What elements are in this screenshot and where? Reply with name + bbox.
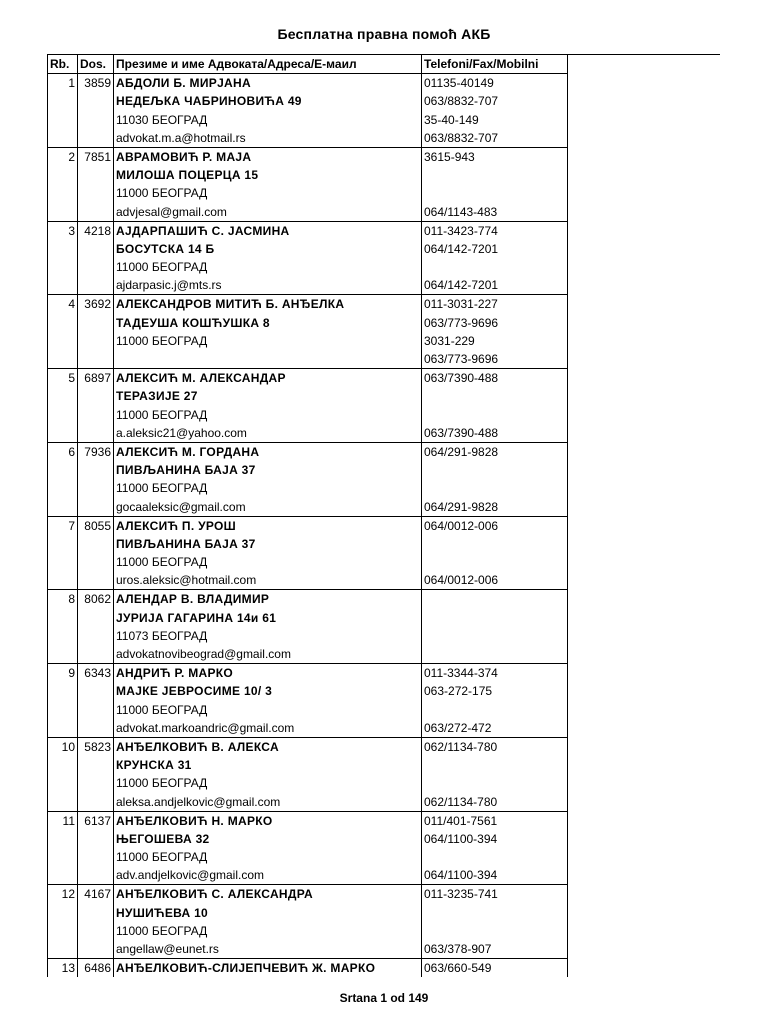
entry-dos	[78, 92, 114, 110]
entry-phone: 063/773-9696	[422, 314, 568, 332]
entry-rb	[48, 387, 78, 405]
entry-rb: 7	[48, 516, 78, 535]
entry-phone: 011-3235-741	[422, 885, 568, 904]
entry-phone: 3031-229	[422, 332, 568, 350]
entry-rb	[48, 498, 78, 517]
entry-dos	[78, 774, 114, 792]
entry-street: ЊЕГОШЕВА 32	[114, 830, 422, 848]
entry-city: 11000 БЕОГРАД	[114, 701, 422, 719]
entry-dos: 3692	[78, 295, 114, 314]
entry-dos	[78, 406, 114, 424]
entry-dos: 8062	[78, 590, 114, 609]
table-row	[48, 793, 568, 812]
entry-rb: 8	[48, 590, 78, 609]
entry-email: advokat.markoandric@gmail.com	[114, 719, 422, 738]
table-row	[48, 332, 568, 350]
entry-city: 11000 БЕОГРАД	[114, 184, 422, 202]
entry-rb	[48, 350, 78, 369]
entry-rb	[48, 240, 78, 258]
table-row	[48, 701, 568, 719]
entry-city: 11000 БЕОГРАД	[114, 553, 422, 571]
entry-street: ЈУРИЈА ГАГАРИНА 14и 61	[114, 609, 422, 627]
entry-rb: 5	[48, 369, 78, 388]
entry-phone: 063/8832-707	[422, 129, 568, 148]
entry-rb	[48, 848, 78, 866]
entry-rb	[48, 129, 78, 148]
table-row	[48, 184, 568, 202]
entry-dos	[78, 314, 114, 332]
entry-dos	[78, 904, 114, 922]
table-row	[48, 516, 568, 535]
entry-rb	[48, 756, 78, 774]
entry-name: АЛЕКСАНДРОВ МИТИЋ Б. АНЂЕЛКА	[114, 295, 422, 314]
entry-city: 11000 БЕОГРАД	[114, 774, 422, 792]
entry-rb: 9	[48, 664, 78, 683]
entry-phone	[422, 756, 568, 774]
entry-email: a.aleksic21@yahoo.com	[114, 424, 422, 443]
entry-rb	[48, 332, 78, 350]
entry-dos	[78, 940, 114, 959]
entry-phone: 063/773-9696	[422, 350, 568, 369]
entry-dos	[78, 609, 114, 627]
table-row	[48, 221, 568, 240]
table-row	[48, 774, 568, 792]
entry-phone: 011-3031-227	[422, 295, 568, 314]
entry-dos: 4167	[78, 885, 114, 904]
table-row	[48, 461, 568, 479]
entry-dos	[78, 848, 114, 866]
entry-rb	[48, 553, 78, 571]
table-row	[48, 424, 568, 443]
entry-rb	[48, 424, 78, 443]
entry-rb	[48, 276, 78, 295]
entry-email: adv.andjelkovic@gmail.com	[114, 866, 422, 885]
entry-phone: 063/660-549	[422, 959, 568, 978]
entry-phone: 064/1143-483	[422, 203, 568, 222]
entry-dos	[78, 498, 114, 517]
entry-city: 11000 БЕОГРАД	[114, 258, 422, 276]
entry-name: АЛЕКСИЋ П. УРОШ	[114, 516, 422, 535]
entry-rb: 6	[48, 442, 78, 461]
entry-dos	[78, 129, 114, 148]
table-row	[48, 369, 568, 388]
entry-city: 11000 БЕОГРАД	[114, 848, 422, 866]
entry-name: АЛЕНДАР В. ВЛАДИМИР	[114, 590, 422, 609]
entry-name: АНЂЕЛКОВИЋ С. АЛЕКСАНДРА	[114, 885, 422, 904]
entry-street: МИЛОША ПОЦЕРЦА 15	[114, 166, 422, 184]
entry-rb	[48, 940, 78, 959]
entry-phone: 063/7390-488	[422, 369, 568, 388]
table-row	[48, 350, 568, 369]
entry-dos	[78, 627, 114, 645]
entry-email: advjesal@gmail.com	[114, 203, 422, 222]
entry-street: КРУНСКА 31	[114, 756, 422, 774]
entry-phone	[422, 590, 568, 609]
entry-dos	[78, 276, 114, 295]
lawyer-table-wrapper	[47, 54, 568, 977]
entry-email: uros.aleksic@hotmail.com	[114, 571, 422, 590]
entry-rb	[48, 92, 78, 110]
entry-phone	[422, 461, 568, 479]
entry-phone	[422, 258, 568, 276]
entry-rb	[48, 645, 78, 664]
entry-phone: 064/142-7201	[422, 240, 568, 258]
header-rule-extension	[567, 54, 720, 55]
entry-dos	[78, 719, 114, 738]
entry-phone: 3615-943	[422, 147, 568, 166]
entry-rb	[48, 719, 78, 738]
table-row	[48, 885, 568, 904]
entry-dos	[78, 111, 114, 129]
table-body	[48, 74, 568, 978]
entry-rb	[48, 793, 78, 812]
entry-phone: 062/1134-780	[422, 737, 568, 756]
entry-phone: 064/1100-394	[422, 830, 568, 848]
entry-street: ПИВЉАНИНА БАЈА 37	[114, 461, 422, 479]
entry-rb	[48, 609, 78, 627]
entry-street: НЕДЕЉКА ЧАБРИНОВИЋА 49	[114, 92, 422, 110]
entry-phone	[422, 553, 568, 571]
entry-street: МАЈКЕ ЈЕВРОСИМЕ 10/ 3	[114, 682, 422, 700]
table-row	[48, 129, 568, 148]
entry-phone: 064/291-9828	[422, 442, 568, 461]
entry-phone: 063/378-907	[422, 940, 568, 959]
entry-rb	[48, 461, 78, 479]
entry-rb	[48, 830, 78, 848]
entry-dos: 7936	[78, 442, 114, 461]
entry-dos: 4218	[78, 221, 114, 240]
entry-dos	[78, 258, 114, 276]
table-row	[48, 756, 568, 774]
entry-phone: 064/142-7201	[422, 276, 568, 295]
entry-rb	[48, 535, 78, 553]
entry-phone	[422, 406, 568, 424]
entry-phone	[422, 848, 568, 866]
entry-rb: 12	[48, 885, 78, 904]
entry-dos	[78, 479, 114, 497]
entry-email: ajdarpasic.j@mts.rs	[114, 276, 422, 295]
entry-phone	[422, 922, 568, 940]
table-row	[48, 627, 568, 645]
entry-phone: 062/1134-780	[422, 793, 568, 812]
entry-phone	[422, 701, 568, 719]
entry-phone: 35-40-149	[422, 111, 568, 129]
entry-rb	[48, 627, 78, 645]
entry-rb	[48, 314, 78, 332]
entry-dos	[78, 184, 114, 202]
table-row	[48, 498, 568, 517]
entry-phone: 063/272-472	[422, 719, 568, 738]
entry-street: ТЕРАЗИЈЕ 27	[114, 387, 422, 405]
entry-rb	[48, 479, 78, 497]
column-header-rb: Rb.	[48, 55, 78, 74]
column-header-name: Презиме и име Адвоката/Адреса/Е-маил	[114, 55, 422, 74]
entry-rb: 3	[48, 221, 78, 240]
entry-street: БОСУТСКА 14 Б	[114, 240, 422, 258]
entry-phone	[422, 387, 568, 405]
entry-rb	[48, 682, 78, 700]
entry-phone: 01135-40149	[422, 74, 568, 93]
entry-city: 11000 БЕОГРАД	[114, 479, 422, 497]
table-row	[48, 737, 568, 756]
entry-rb	[48, 774, 78, 792]
entry-rb	[48, 184, 78, 202]
table-row	[48, 940, 568, 959]
entry-dos: 6343	[78, 664, 114, 683]
entry-dos	[78, 571, 114, 590]
entry-phone: 064/291-9828	[422, 498, 568, 517]
entry-rb: 2	[48, 147, 78, 166]
entry-dos	[78, 793, 114, 812]
entry-city: 11000 БЕОГРАД	[114, 922, 422, 940]
entry-street: НУШИЋЕВА 10	[114, 904, 422, 922]
entry-email: gocaaleksic@gmail.com	[114, 498, 422, 517]
entry-rb: 1	[48, 74, 78, 93]
table-row	[48, 535, 568, 553]
table-row	[48, 111, 568, 129]
entry-phone: 064/1100-394	[422, 866, 568, 885]
entry-name: АНЂЕЛКОВИЋ-СЛИЈЕПЧЕВИЋ Ж. МАРКО	[114, 959, 422, 978]
entry-dos	[78, 332, 114, 350]
table-row	[48, 147, 568, 166]
entry-dos	[78, 535, 114, 553]
entry-street: ТАДЕУША КОШЋУШКА 8	[114, 314, 422, 332]
entry-phone	[422, 904, 568, 922]
table-row	[48, 92, 568, 110]
entry-dos: 6897	[78, 369, 114, 388]
entry-phone	[422, 535, 568, 553]
column-header-dos: Dos.	[78, 55, 114, 74]
table-row	[48, 959, 568, 978]
entry-name: АЛЕКСИЋ М. ГОРДАНА	[114, 442, 422, 461]
table-row	[48, 664, 568, 683]
table-row	[48, 922, 568, 940]
table-row	[48, 553, 568, 571]
table-row	[48, 406, 568, 424]
entry-name: АНЂЕЛКОВИЋ В. АЛЕКСА	[114, 737, 422, 756]
table-row	[48, 571, 568, 590]
table-row	[48, 904, 568, 922]
entry-email: advokat.m.a@hotmail.rs	[114, 129, 422, 148]
entry-dos	[78, 682, 114, 700]
entry-dos: 5823	[78, 737, 114, 756]
entry-rb	[48, 111, 78, 129]
table-row	[48, 203, 568, 222]
entry-phone	[422, 645, 568, 664]
entry-phone	[422, 627, 568, 645]
entry-email: angellaw@eunet.rs	[114, 940, 422, 959]
table-header-row	[48, 55, 568, 74]
entry-phone: 063/7390-488	[422, 424, 568, 443]
entry-dos	[78, 756, 114, 774]
page-footer: Srtana 1 od 149	[339, 991, 429, 1005]
table-row	[48, 442, 568, 461]
table-row	[48, 645, 568, 664]
entry-phone: 063/8832-707	[422, 92, 568, 110]
entry-dos	[78, 645, 114, 664]
entry-dos	[78, 922, 114, 940]
entry-phone	[422, 774, 568, 792]
entry-rb	[48, 166, 78, 184]
entry-phone: 063-272-175	[422, 682, 568, 700]
table-row	[48, 848, 568, 866]
entry-rb: 13	[48, 959, 78, 978]
entry-city: 11000 БЕОГРАД	[114, 332, 422, 350]
entry-phone: 011-3423-774	[422, 221, 568, 240]
entry-name: АНДРИЋ Р. МАРКО	[114, 664, 422, 683]
entry-phone	[422, 609, 568, 627]
entry-dos	[78, 553, 114, 571]
entry-dos	[78, 166, 114, 184]
page-title: Бесплатна правна помоћ АКБ	[277, 26, 491, 42]
entry-dos: 3859	[78, 74, 114, 93]
entry-dos	[78, 240, 114, 258]
entry-rb	[48, 406, 78, 424]
entry-dos: 8055	[78, 516, 114, 535]
entry-rb	[48, 922, 78, 940]
entry-rb	[48, 203, 78, 222]
entry-phone: 064/0012-006	[422, 516, 568, 535]
entry-name: АВРАМОВИЋ Р. МАЈА	[114, 147, 422, 166]
entry-name: АНЂЕЛКОВИЋ Н. МАРКО	[114, 811, 422, 830]
table-row	[48, 240, 568, 258]
entry-name: АЈДАРПАШИЋ С. ЈАСМИНА	[114, 221, 422, 240]
entry-dos	[78, 830, 114, 848]
entry-rb	[48, 904, 78, 922]
table-row	[48, 609, 568, 627]
table-row	[48, 719, 568, 738]
entry-phone	[422, 479, 568, 497]
entry-phone	[422, 184, 568, 202]
entry-rb	[48, 701, 78, 719]
entry-name: АБДОЛИ Б. МИРЈАНА	[114, 74, 422, 93]
lawyer-table	[47, 54, 568, 977]
table-row	[48, 682, 568, 700]
table-row	[48, 387, 568, 405]
table-row	[48, 166, 568, 184]
entry-phone: 011-3344-374	[422, 664, 568, 683]
entry-dos: 7851	[78, 147, 114, 166]
entry-city: 11000 БЕОГРАД	[114, 406, 422, 424]
table-row	[48, 590, 568, 609]
table-row	[48, 479, 568, 497]
entry-dos: 6486	[78, 959, 114, 978]
table-row	[48, 314, 568, 332]
entry-dos	[78, 866, 114, 885]
table-row	[48, 74, 568, 93]
entry-phone: 011/401-7561	[422, 811, 568, 830]
entry-rb: 11	[48, 811, 78, 830]
table-row	[48, 258, 568, 276]
entry-rb: 4	[48, 295, 78, 314]
entry-rb	[48, 571, 78, 590]
table-row	[48, 276, 568, 295]
table-row	[48, 830, 568, 848]
entry-dos	[78, 461, 114, 479]
entry-email: aleksa.andjelkovic@gmail.com	[114, 793, 422, 812]
column-header-tel: Telefoni/Fax/Mobilni	[422, 55, 568, 74]
entry-city: 11030 БЕОГРАД	[114, 111, 422, 129]
entry-city: 11073 БЕОГРАД	[114, 627, 422, 645]
entry-dos	[78, 424, 114, 443]
table-row	[48, 295, 568, 314]
entry-email	[114, 350, 422, 369]
entry-phone	[422, 166, 568, 184]
entry-dos	[78, 203, 114, 222]
entry-dos: 6137	[78, 811, 114, 830]
table-row	[48, 811, 568, 830]
entry-dos	[78, 350, 114, 369]
entry-rb	[48, 866, 78, 885]
entry-dos	[78, 701, 114, 719]
entry-street: ПИВЉАНИНА БАЈА 37	[114, 535, 422, 553]
entry-rb	[48, 258, 78, 276]
entry-dos	[78, 387, 114, 405]
entry-rb: 10	[48, 737, 78, 756]
entry-email: advokatnovibeograd@gmail.com	[114, 645, 422, 664]
table-row	[48, 866, 568, 885]
entry-phone: 064/0012-006	[422, 571, 568, 590]
entry-name: АЛЕКСИЋ М. АЛЕКСАНДАР	[114, 369, 422, 388]
